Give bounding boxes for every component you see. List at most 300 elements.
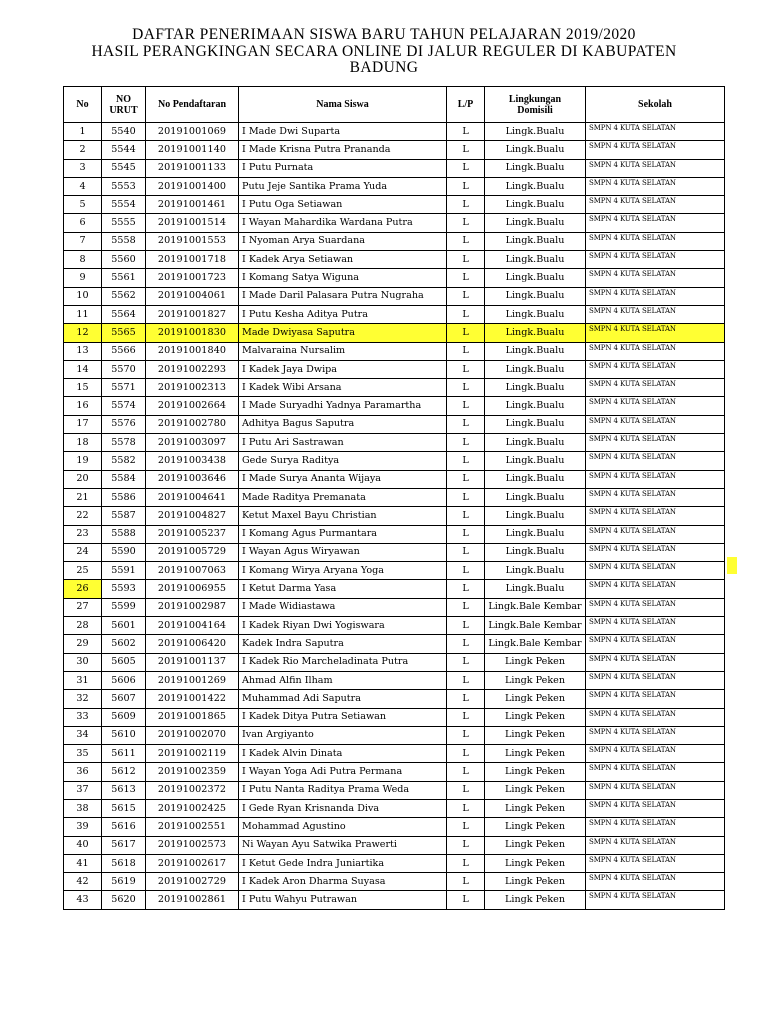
cell-no: 1	[64, 123, 102, 141]
cell-nama-siswa: I Kadek Riyan Dwi Yogiswara	[239, 617, 447, 635]
cell-nama-siswa: I Komang Agus Purmantara	[239, 525, 447, 543]
student-ranking-table	[63, 86, 725, 910]
cell-no-urut: 5605	[102, 653, 146, 671]
cell-no-pendaftaran: 20191003438	[146, 452, 239, 470]
cell-no-urut: 5571	[102, 379, 146, 397]
cell-sekolah: SMPN 4 KUTA SELATAN	[586, 708, 725, 726]
table-row	[64, 470, 725, 488]
header-lp: L/P	[447, 87, 485, 123]
cell-sekolah: SMPN 4 KUTA SELATAN	[586, 763, 725, 781]
cell-no-urut: 5606	[102, 671, 146, 689]
cell-sekolah: SMPN 4 KUTA SELATAN	[586, 214, 725, 232]
cell-no: 38	[64, 799, 102, 817]
cell-lingkungan: Lingk.Bualu	[485, 251, 586, 269]
cell-no-pendaftaran: 20191001830	[146, 324, 239, 342]
table-row	[64, 159, 725, 177]
cell-no-urut: 5540	[102, 123, 146, 141]
cell-no-urut: 5599	[102, 598, 146, 616]
cell-nama-siswa: I Kadek Arya Setiawan	[239, 251, 447, 269]
cell-nama-siswa: I Made Widiastawa	[239, 598, 447, 616]
cell-no-pendaftaran: 20191002573	[146, 836, 239, 854]
cell-no-pendaftaran: 20191007063	[146, 562, 239, 580]
cell-no-pendaftaran: 20191002664	[146, 397, 239, 415]
cell-no-urut: 5566	[102, 342, 146, 360]
cell-no-pendaftaran: 20191001400	[146, 177, 239, 195]
cell-no-urut: 5545	[102, 159, 146, 177]
cell-no-pendaftaran: 20191006955	[146, 580, 239, 598]
cell-nama-siswa: Adhitya Bagus Saputra	[239, 415, 447, 433]
table-row	[64, 287, 725, 305]
cell-lp: L	[447, 379, 485, 397]
cell-lingkungan: Lingk.Bualu	[485, 543, 586, 561]
cell-no-urut: 5602	[102, 635, 146, 653]
cell-lp: L	[447, 470, 485, 488]
cell-no-pendaftaran: 20191001827	[146, 305, 239, 323]
cell-no-pendaftaran: 20191001137	[146, 653, 239, 671]
cell-no: 14	[64, 360, 102, 378]
cell-no: 18	[64, 434, 102, 452]
table-row	[64, 598, 725, 616]
table-row	[64, 177, 725, 195]
cell-lingkungan: Lingk Peken	[485, 891, 586, 909]
cell-no-urut: 5560	[102, 251, 146, 269]
cell-sekolah: SMPN 4 KUTA SELATAN	[586, 251, 725, 269]
cell-no-urut: 5609	[102, 708, 146, 726]
cell-no-urut: 5593	[102, 580, 146, 598]
cell-no: 39	[64, 818, 102, 836]
cell-sekolah: SMPN 4 KUTA SELATAN	[586, 598, 725, 616]
cell-no: 40	[64, 836, 102, 854]
cell-no-pendaftaran: 20191003097	[146, 434, 239, 452]
table-row	[64, 123, 725, 141]
table-row	[64, 342, 725, 360]
cell-sekolah: SMPN 4 KUTA SELATAN	[586, 726, 725, 744]
cell-nama-siswa: Muhammad Adi Saputra	[239, 690, 447, 708]
cell-lp: L	[447, 159, 485, 177]
cell-no: 13	[64, 342, 102, 360]
table-row	[64, 543, 725, 561]
cell-lingkungan: Lingk Peken	[485, 818, 586, 836]
table-row	[64, 763, 725, 781]
table-row	[64, 214, 725, 232]
cell-nama-siswa: I Kadek Wibi Arsana	[239, 379, 447, 397]
header-no-pendaftaran: No Pendaftaran	[146, 87, 239, 123]
table-row	[64, 818, 725, 836]
table-row	[64, 690, 725, 708]
cell-no: 30	[64, 653, 102, 671]
cell-nama-siswa: Ahmad Alfin Ilham	[239, 671, 447, 689]
cell-no: 20	[64, 470, 102, 488]
cell-no-pendaftaran: 20191002425	[146, 799, 239, 817]
cell-no: 2	[64, 141, 102, 159]
cell-lp: L	[447, 745, 485, 763]
table-row	[64, 507, 725, 525]
cell-sekolah: SMPN 4 KUTA SELATAN	[586, 452, 725, 470]
table-row	[64, 415, 725, 433]
cell-no-pendaftaran: 20191002861	[146, 891, 239, 909]
cell-no: 15	[64, 379, 102, 397]
cell-nama-siswa: Ivan Argiyanto	[239, 726, 447, 744]
cell-no-urut: 5584	[102, 470, 146, 488]
cell-no: 34	[64, 726, 102, 744]
cell-nama-siswa: I Putu Wahyu Putrawan	[239, 891, 447, 909]
cell-sekolah: SMPN 4 KUTA SELATAN	[586, 305, 725, 323]
cell-no-pendaftaran: 20191001140	[146, 141, 239, 159]
cell-sekolah: SMPN 4 KUTA SELATAN	[586, 781, 725, 799]
cell-no: 31	[64, 671, 102, 689]
cell-lingkungan: Lingk.Bualu	[485, 360, 586, 378]
cell-lingkungan: Lingk.Bualu	[485, 415, 586, 433]
cell-no-urut: 5615	[102, 799, 146, 817]
cell-no-urut: 5591	[102, 562, 146, 580]
header-lingkungan: Lingkungan Domisili	[485, 87, 586, 123]
document-title-line-1: DAFTAR PENERIMAAN SISWA BARU TAHUN PELAJARAN 2019/2020	[132, 26, 636, 43]
cell-no: 9	[64, 269, 102, 287]
cell-sekolah: SMPN 4 KUTA SELATAN	[586, 653, 725, 671]
cell-no-urut: 5586	[102, 488, 146, 506]
cell-lp: L	[447, 598, 485, 616]
cell-lp: L	[447, 836, 485, 854]
cell-nama-siswa: Mohammad Agustino	[239, 818, 447, 836]
table-row	[64, 452, 725, 470]
cell-lingkungan: Lingk Peken	[485, 781, 586, 799]
cell-lp: L	[447, 287, 485, 305]
cell-no-urut: 5564	[102, 305, 146, 323]
cell-lp: L	[447, 507, 485, 525]
cell-nama-siswa: Malvaraina Nursalim	[239, 342, 447, 360]
cell-no-urut: 5576	[102, 415, 146, 433]
table-row	[64, 196, 725, 214]
cell-nama-siswa: I Putu Kesha Aditya Putra	[239, 305, 447, 323]
cell-sekolah: SMPN 4 KUTA SELATAN	[586, 671, 725, 689]
cell-lingkungan: Lingk.Bualu	[485, 397, 586, 415]
cell-no-urut: 5616	[102, 818, 146, 836]
cell-lingkungan: Lingk.Bualu	[485, 342, 586, 360]
cell-lingkungan: Lingk.Bualu	[485, 562, 586, 580]
cell-no: 36	[64, 763, 102, 781]
cell-no: 4	[64, 177, 102, 195]
cell-lingkungan: Lingk.Bualu	[485, 305, 586, 323]
cell-lingkungan: Lingk Peken	[485, 708, 586, 726]
cell-nama-siswa: I Made Suryadhi Yadnya Paramartha	[239, 397, 447, 415]
cell-no-urut: 5607	[102, 690, 146, 708]
cell-lp: L	[447, 177, 485, 195]
cell-lp: L	[447, 141, 485, 159]
cell-no-urut: 5553	[102, 177, 146, 195]
cell-lingkungan: Lingk.Bale Kembar	[485, 598, 586, 616]
cell-lp: L	[447, 617, 485, 635]
cell-no-pendaftaran: 20191003646	[146, 470, 239, 488]
cell-sekolah: SMPN 4 KUTA SELATAN	[586, 397, 725, 415]
cell-no: 16	[64, 397, 102, 415]
cell-no-pendaftaran: 20191001069	[146, 123, 239, 141]
cell-nama-siswa: I Wayan Yoga Adi Putra Permana	[239, 763, 447, 781]
cell-nama-siswa: I Made Daril Palasara Putra Nugraha	[239, 287, 447, 305]
cell-no: 11	[64, 305, 102, 323]
cell-nama-siswa: I Made Krisna Putra Prananda	[239, 141, 447, 159]
cell-no-urut: 5570	[102, 360, 146, 378]
cell-no-pendaftaran: 20191002119	[146, 745, 239, 763]
table-row	[64, 269, 725, 287]
cell-lp: L	[447, 251, 485, 269]
cell-nama-siswa: I Nyoman Arya Suardana	[239, 232, 447, 250]
cell-lingkungan: Lingk.Bualu	[485, 452, 586, 470]
cell-nama-siswa: I Wayan Mahardika Wardana Putra	[239, 214, 447, 232]
cell-no-pendaftaran: 20191002293	[146, 360, 239, 378]
cell-no: 5	[64, 196, 102, 214]
cell-sekolah: SMPN 4 KUTA SELATAN	[586, 470, 725, 488]
cell-lingkungan: Lingk Peken	[485, 854, 586, 872]
cell-no-urut: 5582	[102, 452, 146, 470]
cell-no: 21	[64, 488, 102, 506]
cell-no-urut: 5574	[102, 397, 146, 415]
cell-no-pendaftaran: 20191001865	[146, 708, 239, 726]
cell-lingkungan: Lingk.Bualu	[485, 379, 586, 397]
cell-sekolah: SMPN 4 KUTA SELATAN	[586, 818, 725, 836]
cell-no: 7	[64, 232, 102, 250]
cell-sekolah: SMPN 4 KUTA SELATAN	[586, 379, 725, 397]
cell-lingkungan: Lingk.Bualu	[485, 525, 586, 543]
table-row	[64, 360, 725, 378]
cell-no-pendaftaran: 20191002551	[146, 818, 239, 836]
cell-nama-siswa: I Ketut Gede Indra Juniartika	[239, 854, 447, 872]
cell-no-pendaftaran: 20191002313	[146, 379, 239, 397]
cell-sekolah: SMPN 4 KUTA SELATAN	[586, 196, 725, 214]
cell-nama-siswa: I Komang Wirya Aryana Yoga	[239, 562, 447, 580]
cell-no: 29	[64, 635, 102, 653]
table-row	[64, 232, 725, 250]
cell-sekolah: SMPN 4 KUTA SELATAN	[586, 525, 725, 543]
document-title-line-3: BADUNG	[349, 59, 419, 76]
cell-lp: L	[447, 360, 485, 378]
cell-lp: L	[447, 818, 485, 836]
cell-sekolah: SMPN 4 KUTA SELATAN	[586, 745, 725, 763]
cell-lp: L	[447, 726, 485, 744]
table-row	[64, 653, 725, 671]
cell-lp: L	[447, 488, 485, 506]
cell-no-pendaftaran: 20191001422	[146, 690, 239, 708]
cell-sekolah: SMPN 4 KUTA SELATAN	[586, 690, 725, 708]
table-row	[64, 397, 725, 415]
cell-nama-siswa: I Kadek Aron Dharma Suyasa	[239, 873, 447, 891]
cell-lingkungan: Lingk.Bualu	[485, 159, 586, 177]
cell-lingkungan: Lingk.Bualu	[485, 141, 586, 159]
cell-no-pendaftaran: 20191001723	[146, 269, 239, 287]
cell-nama-siswa: Ketut Maxel Bayu Christian	[239, 507, 447, 525]
cell-no: 12	[64, 324, 102, 342]
cell-nama-siswa: Ni Wayan Ayu Satwika Prawerti	[239, 836, 447, 854]
cell-no-urut: 5578	[102, 434, 146, 452]
cell-lp: L	[447, 232, 485, 250]
header-nama-siswa: Nama Siswa	[239, 87, 447, 123]
cell-sekolah: SMPN 4 KUTA SELATAN	[586, 488, 725, 506]
cell-no-pendaftaran: 20191004061	[146, 287, 239, 305]
cell-no: 24	[64, 543, 102, 561]
table-row	[64, 708, 725, 726]
cell-no-urut: 5619	[102, 873, 146, 891]
cell-no-urut: 5613	[102, 781, 146, 799]
cell-lingkungan: Lingk Peken	[485, 836, 586, 854]
cell-no: 35	[64, 745, 102, 763]
cell-sekolah: SMPN 4 KUTA SELATAN	[586, 891, 725, 909]
cell-no-pendaftaran: 20191002617	[146, 854, 239, 872]
cell-lingkungan: Lingk Peken	[485, 653, 586, 671]
cell-lp: L	[447, 854, 485, 872]
cell-sekolah: SMPN 4 KUTA SELATAN	[586, 580, 725, 598]
cell-no-urut: 5561	[102, 269, 146, 287]
cell-no: 23	[64, 525, 102, 543]
cell-nama-siswa: I Putu Ari Sastrawan	[239, 434, 447, 452]
cell-lp: L	[447, 342, 485, 360]
cell-nama-siswa: Gede Surya Raditya	[239, 452, 447, 470]
cell-nama-siswa: I Putu Nanta Raditya Prama Weda	[239, 781, 447, 799]
cell-sekolah: SMPN 4 KUTA SELATAN	[586, 159, 725, 177]
cell-sekolah: SMPN 4 KUTA SELATAN	[586, 123, 725, 141]
cell-no-urut: 5617	[102, 836, 146, 854]
cell-no: 19	[64, 452, 102, 470]
table-row	[64, 379, 725, 397]
cell-lp: L	[447, 562, 485, 580]
header-no: No	[64, 87, 102, 123]
table-row	[64, 580, 725, 598]
cell-lp: L	[447, 269, 485, 287]
cell-nama-siswa: I Made Dwi Suparta	[239, 123, 447, 141]
cell-nama-siswa: I Gede Ryan Krisnanda Diva	[239, 799, 447, 817]
document-title-line-2: HASIL PERANGKINGAN SECARA ONLINE DI JALUR REGULER DI KABUPATEN	[91, 43, 677, 60]
cell-no-pendaftaran: 20191001269	[146, 671, 239, 689]
table-row	[64, 873, 725, 891]
cell-nama-siswa: I Kadek Ditya Putra Setiawan	[239, 708, 447, 726]
cell-lingkungan: Lingk Peken	[485, 745, 586, 763]
table-row	[64, 525, 725, 543]
cell-sekolah: SMPN 4 KUTA SELATAN	[586, 543, 725, 561]
cell-sekolah: SMPN 4 KUTA SELATAN	[586, 342, 725, 360]
cell-sekolah: SMPN 4 KUTA SELATAN	[586, 836, 725, 854]
cell-no-pendaftaran: 20191005729	[146, 543, 239, 561]
cell-lp: L	[447, 763, 485, 781]
table-row	[64, 671, 725, 689]
cell-lp: L	[447, 690, 485, 708]
cell-sekolah: SMPN 4 KUTA SELATAN	[586, 415, 725, 433]
cell-sekolah: SMPN 4 KUTA SELATAN	[586, 360, 725, 378]
cell-nama-siswa: I Wayan Agus Wiryawan	[239, 543, 447, 561]
cell-no-pendaftaran: 20191001514	[146, 214, 239, 232]
cell-lingkungan: Lingk Peken	[485, 873, 586, 891]
cell-no-pendaftaran: 20191002359	[146, 763, 239, 781]
table-row	[64, 891, 725, 909]
cell-nama-siswa: I Made Surya Ananta Wijaya	[239, 470, 447, 488]
cell-lingkungan: Lingk.Bualu	[485, 214, 586, 232]
cell-no-pendaftaran: 20191001133	[146, 159, 239, 177]
cell-lingkungan: Lingk.Bualu	[485, 507, 586, 525]
cell-lingkungan: Lingk.Bualu	[485, 434, 586, 452]
cell-lingkungan: Lingk.Bualu	[485, 196, 586, 214]
table-row	[64, 836, 725, 854]
cell-no-urut: 5612	[102, 763, 146, 781]
cell-lingkungan: Lingk.Bale Kembar	[485, 617, 586, 635]
cell-no: 27	[64, 598, 102, 616]
cell-lp: L	[447, 543, 485, 561]
cell-nama-siswa: I Putu Oga Setiawan	[239, 196, 447, 214]
cell-no-pendaftaran: 20191001461	[146, 196, 239, 214]
cell-lingkungan: Lingk.Bualu	[485, 269, 586, 287]
cell-no-urut: 5558	[102, 232, 146, 250]
cell-lingkungan: Lingk Peken	[485, 726, 586, 744]
cell-lp: L	[447, 397, 485, 415]
cell-nama-siswa: Kadek Indra Saputra	[239, 635, 447, 653]
cell-no-urut: 5611	[102, 745, 146, 763]
cell-no: 17	[64, 415, 102, 433]
table-header-row	[64, 87, 725, 123]
cell-no-urut: 5562	[102, 287, 146, 305]
cell-no-pendaftaran: 20191004641	[146, 488, 239, 506]
cell-no-pendaftaran: 20191001718	[146, 251, 239, 269]
cell-no-urut: 5610	[102, 726, 146, 744]
cell-nama-siswa: I Ketut Darma Yasa	[239, 580, 447, 598]
cell-no-pendaftaran: 20191005237	[146, 525, 239, 543]
cell-sekolah: SMPN 4 KUTA SELATAN	[586, 287, 725, 305]
cell-no: 32	[64, 690, 102, 708]
cell-lp: L	[447, 708, 485, 726]
cell-nama-siswa: I Putu Purnata	[239, 159, 447, 177]
cell-sekolah: SMPN 4 KUTA SELATAN	[586, 434, 725, 452]
table-row	[64, 635, 725, 653]
cell-sekolah: SMPN 4 KUTA SELATAN	[586, 873, 725, 891]
cell-no-pendaftaran: 20191002987	[146, 598, 239, 616]
cell-lp: L	[447, 434, 485, 452]
cell-lp: L	[447, 123, 485, 141]
cell-lp: L	[447, 196, 485, 214]
cell-no: 25	[64, 562, 102, 580]
cell-sekolah: SMPN 4 KUTA SELATAN	[586, 635, 725, 653]
table-row	[64, 305, 725, 323]
header-sekolah: Sekolah	[586, 87, 725, 123]
cell-lingkungan: Lingk.Bualu	[485, 470, 586, 488]
cell-nama-siswa: I Kadek Alvin Dinata	[239, 745, 447, 763]
table-row	[64, 251, 725, 269]
cell-no-pendaftaran: 20191002729	[146, 873, 239, 891]
cell-sekolah: SMPN 4 KUTA SELATAN	[586, 232, 725, 250]
table-row	[64, 799, 725, 817]
cell-lingkungan: Lingk.Bale Kembar	[485, 635, 586, 653]
cell-lingkungan: Lingk.Bualu	[485, 287, 586, 305]
cell-no-urut: 5544	[102, 141, 146, 159]
cell-no-pendaftaran: 20191004827	[146, 507, 239, 525]
cell-no: 3	[64, 159, 102, 177]
cell-lp: L	[447, 671, 485, 689]
cell-no: 8	[64, 251, 102, 269]
cell-sekolah: SMPN 4 KUTA SELATAN	[586, 562, 725, 580]
cell-sekolah: SMPN 4 KUTA SELATAN	[586, 854, 725, 872]
cell-no-urut: 5590	[102, 543, 146, 561]
cell-sekolah: SMPN 4 KUTA SELATAN	[586, 799, 725, 817]
cell-lingkungan: Lingk Peken	[485, 671, 586, 689]
cell-no-pendaftaran: 20191001553	[146, 232, 239, 250]
highlight-marker	[727, 557, 737, 574]
cell-no: 28	[64, 617, 102, 635]
cell-no: 37	[64, 781, 102, 799]
table-row	[64, 141, 725, 159]
cell-lp: L	[447, 873, 485, 891]
cell-lp: L	[447, 891, 485, 909]
cell-sekolah: SMPN 4 KUTA SELATAN	[586, 141, 725, 159]
cell-no-urut: 5565	[102, 324, 146, 342]
cell-sekolah: SMPN 4 KUTA SELATAN	[586, 507, 725, 525]
table-row	[64, 488, 725, 506]
cell-lp: L	[447, 799, 485, 817]
table-row	[64, 324, 725, 342]
cell-lingkungan: Lingk.Bualu	[485, 123, 586, 141]
